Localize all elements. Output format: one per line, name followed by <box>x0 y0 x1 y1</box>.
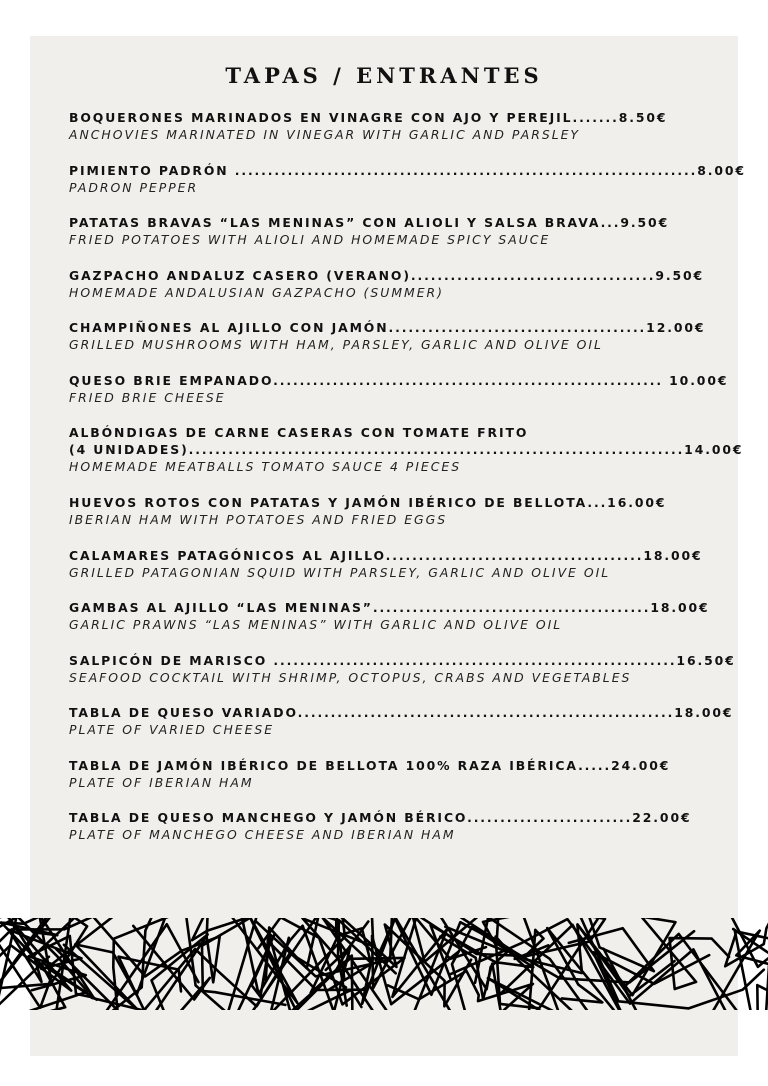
menu-item <box>69 424 744 494</box>
pattern-stroke <box>0 918 3 1010</box>
menu-item <box>69 809 699 862</box>
menu-item <box>69 547 703 600</box>
menu-item <box>69 319 706 372</box>
menu-item <box>69 162 746 215</box>
item-name: GAMBAS AL AJILLO “LAS MENINAS”..........................................18.00€ <box>69 600 710 615</box>
item-description: GRILLED PATAGONIAN SQUID WITH PARSLEY, GARLIC AND OLIVE OIL <box>69 564 611 580</box>
pattern-stroke <box>92 918 220 982</box>
menu-item <box>69 704 734 757</box>
item-name: HUEVOS ROTOS CON PATATAS Y JAMÓN IBÉRICO DE BELLOTA...16.00€ <box>69 495 667 510</box>
item-description: PLATE OF MANCHEGO CHEESE AND IBERIAN HAM <box>69 827 456 842</box>
menu-item <box>69 599 710 652</box>
item-description: HOMEMADE ANDALUSIAN GAZPACHO (SUMMER) <box>69 284 444 300</box>
item-description: FRIED BRIE CHEESE <box>69 389 226 405</box>
line-pattern-graphic <box>0 918 768 1010</box>
menu-item <box>69 372 729 425</box>
menu-item <box>69 214 699 267</box>
item-name: BOQUERONES MARINADOS EN VINAGRE CON AJO Y PEREJIL.......8.50€ <box>69 110 668 125</box>
menu-item <box>69 757 699 810</box>
menu-item <box>69 267 705 320</box>
item-name: ALBÓNDIGAS DE CARNE CASERAS CON TOMATE FRITO <box>69 425 529 440</box>
item-description: GRILLED MUSHROOMS WITH HAM, PARSLEY, GARLIC AND OLIVE OIL <box>69 337 603 352</box>
menu-title: TAPAS / ENTRANTES <box>225 63 543 88</box>
item-description: ANCHOVIES MARINATED IN VINEGAR WITH GARLIC AND PARSLEY <box>69 127 580 142</box>
item-name: CHAMPIÑONES AL AJILLO CON JAMÓN.......................................12.00€ <box>69 320 706 335</box>
item-name: PATATAS BRAVAS “LAS MENINAS” CON ALIOLI Y SALSA BRAVA...9.50€ <box>69 215 670 230</box>
item-name: PIMIENTO PADRÓN ......................................................................8.00€ <box>69 162 746 178</box>
item-name: TABLA DE JAMÓN IBÉRICO DE BELLOTA 100% RAZA IBÉRICA.....24.00€ <box>69 757 671 773</box>
item-name: SALPICÓN DE MARISCO .............................................................16.50€ <box>69 652 736 668</box>
item-name: TABLA DE QUESO VARIADO.........................................................18.00€ <box>69 705 734 720</box>
item-description: PADRON PEPPER <box>69 179 199 195</box>
item-name: GAZPACHO ANDALUZ CASERO (VERANO).....................................9.50€ <box>69 267 705 283</box>
menu-item <box>69 109 699 162</box>
menu-list <box>69 109 746 862</box>
menu-item <box>69 652 736 705</box>
item-description: IBERIAN HAM WITH POTATOES AND FRIED EGGS <box>69 512 448 527</box>
item-description: PLATE OF VARIED CHEESE <box>69 722 275 737</box>
item-description: FRIED POTATOES WITH ALIOLI AND HOMEMADE SPICY SAUCE <box>69 232 551 247</box>
item-name: TABLA DE QUESO MANCHEGO Y JAMÓN BÉRICO.........................22.00€ <box>69 810 692 825</box>
item-description: SEAFOOD COCKTAIL WITH SHRIMP, OCTOPUS, CRABS AND VEGETABLES <box>69 669 632 685</box>
item-description: PLATE OF IBERIAN HAM <box>69 774 254 790</box>
item-name: QUESO BRIE EMPANADO........................................................... 10.00€ <box>69 372 729 388</box>
item-description: GARLIC PRAWNS “LAS MENINAS” WITH GARLIC AND OLIVE OIL <box>69 617 563 632</box>
decorative-line-pattern <box>0 918 768 1010</box>
menu-item <box>69 494 699 547</box>
item-name-continued: (4 UNIDADES)...........................................................................14.00€ <box>69 442 744 457</box>
item-description: HOMEMADE MEATBALLS TOMATO SAUCE 4 PIECES <box>69 459 462 474</box>
item-name: CALAMARES PATAGÓNICOS AL AJILLO.......................................18.00€ <box>69 547 703 563</box>
